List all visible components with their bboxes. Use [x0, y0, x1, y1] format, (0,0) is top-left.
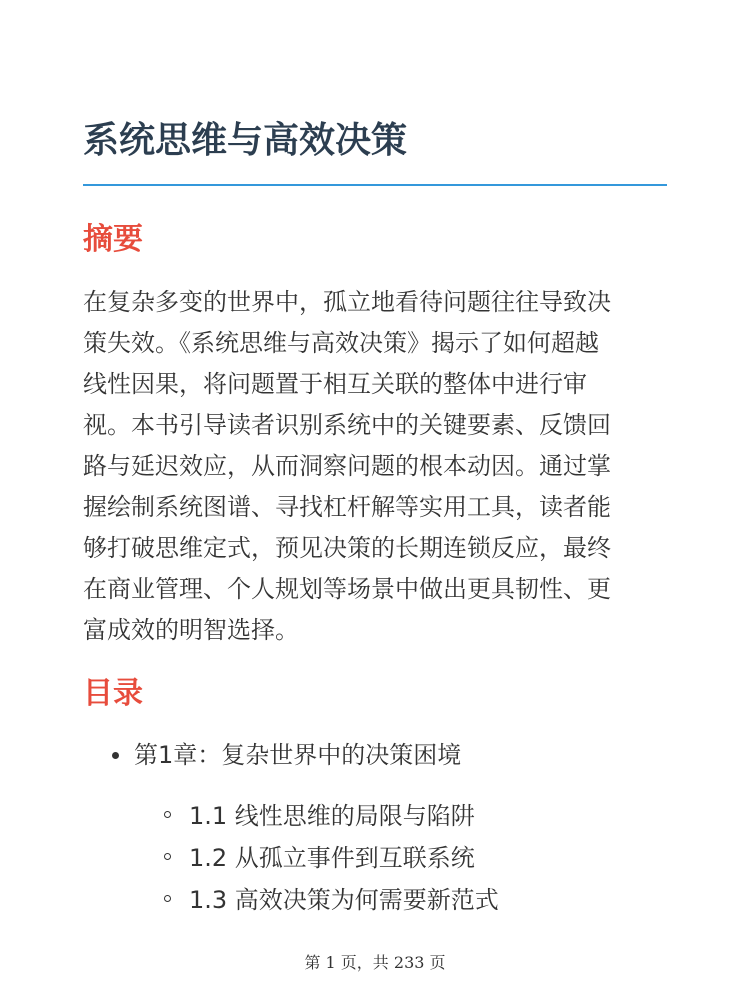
- toc-section-label: 1.1 线性思维的局限与陷阱: [189, 802, 475, 830]
- hollow-bullet-icon: [164, 895, 171, 902]
- abstract-line: 视。本书引导读者识别系统中的关键要素、反馈回: [83, 411, 611, 439]
- abstract-line: 线性因果，将问题置于相互关联的整体中进行审: [83, 370, 587, 398]
- toc-chapter-item[interactable]: [83, 735, 667, 775]
- abstract-paragraph: [83, 282, 673, 651]
- title-divider: [83, 184, 667, 186]
- abstract-line: 在复杂多变的世界中，孤立地看待问题往往导致决: [83, 288, 611, 316]
- toc-heading: 目录: [83, 676, 143, 711]
- abstract-line: 策失效。《系统思维与高效决策》揭示了如何超越: [83, 329, 599, 357]
- page-number-footer: 第 1 页，共 233 页: [304, 953, 446, 972]
- abstract-line: 在商业管理、个人规划等场景中做出更具韧性、更: [83, 575, 611, 603]
- filled-bullet-icon: [112, 752, 119, 759]
- hollow-bullet-icon: [164, 811, 171, 818]
- document-title: 系统思维与高效决策: [83, 120, 408, 161]
- hollow-bullet-icon: [164, 853, 171, 860]
- abstract-line: 路与延迟效应，从而洞察问题的根本动因。通过掌: [83, 452, 611, 480]
- abstract-heading: 摘要: [83, 222, 143, 257]
- toc-chapter-label: 第1章：复杂世界中的决策困境: [134, 741, 462, 769]
- abstract-line: 富成效的明智选择。: [83, 616, 299, 644]
- table-of-contents: [83, 735, 667, 914]
- abstract-line: 够打破思维定式，预见决策的长期连锁反应，最终: [83, 534, 611, 562]
- toc-section-label: 1.3 高效决策为何需要新范式: [189, 886, 499, 914]
- toc-section-label: 1.2 从孤立事件到互联系统: [189, 844, 475, 872]
- abstract-line: 握绘制系统图谱、寻找杠杆解等实用工具，读者能: [83, 493, 611, 521]
